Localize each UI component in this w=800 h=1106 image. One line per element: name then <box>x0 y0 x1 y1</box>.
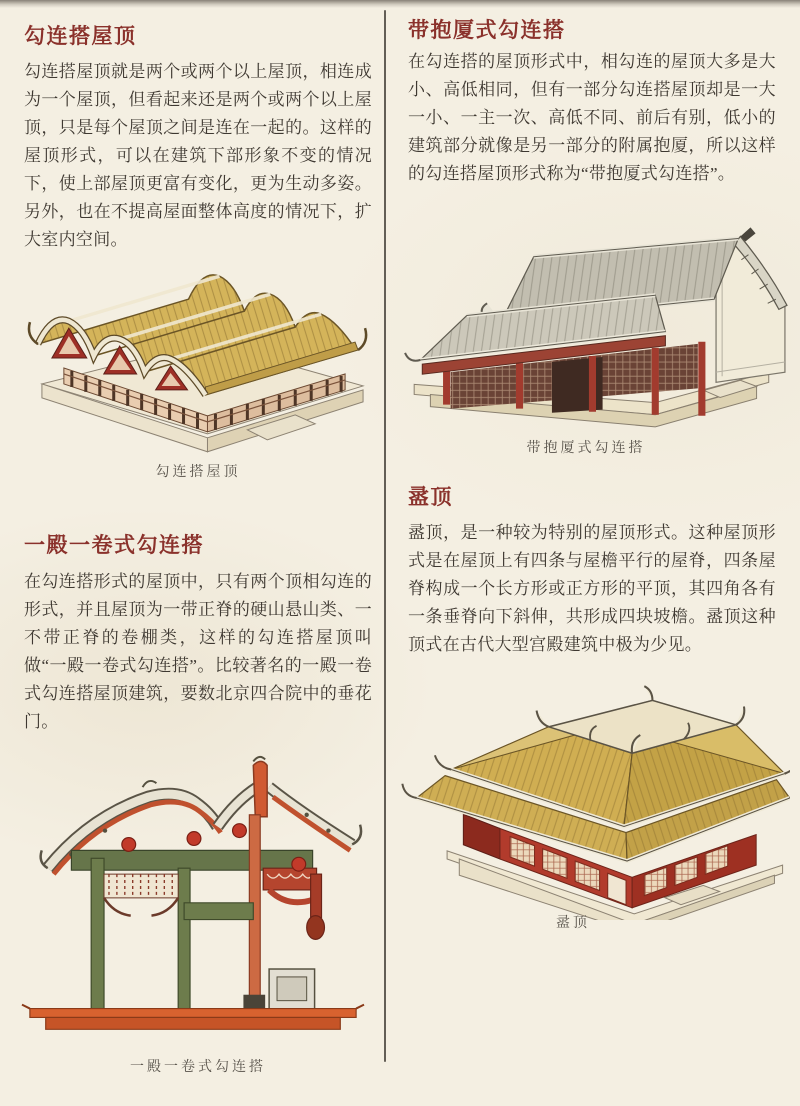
body-yidianyijuan: 在勾连搭形式的屋顶中，只有两个顶相勾连的形式，并且屋顶为一带正脊的硬山悬山类、一不带正脊的卷棚类，这样的勾连搭屋顶叫做“一殿一卷式勾连搭”。比较著名的一殿一卷式勾连搭屋顶建筑，要数北京四合院中的垂花门。 <box>24 572 372 731</box>
column-divider <box>384 10 386 1062</box>
heading-luding: 盝顶 <box>408 486 453 509</box>
body-gouliandawuding: 勾连搭屋顶就是两个或两个以上屋顶，相连成为一个屋顶，但看起来还是两个或两个以上屋顶，只是每个屋顶之间是连在一起的。这样的屋顶形式，可以在建筑下部形象不变的情况下，使上部屋顶更富有变化，更为生动多姿。另外，也在不提高屋面整体高度的情况下，扩大室内空间。 <box>24 62 372 249</box>
caption-daibaosha: 带抱厦式勾连搭 <box>526 441 646 456</box>
bracket-and-pendant <box>263 868 324 939</box>
illustration-daibaosha-hall <box>400 210 790 428</box>
caption-luding: 盝顶 <box>556 916 590 931</box>
ground-platform <box>22 1005 364 1030</box>
caption-yidianyijuan: 一殿一卷式勾连搭 <box>130 1060 266 1075</box>
illustration-gouliandawuding-roofs <box>12 266 386 462</box>
caption-gouliandawuding: 勾连搭屋顶 <box>155 465 241 480</box>
illustration-chuihuamen-gate <box>20 718 366 1050</box>
page-top-scan-shadow <box>0 0 800 8</box>
heading-gouliandawuding: 勾连搭屋顶 <box>24 25 137 48</box>
body-daibaosha: 在勾连搭的屋顶形式中，相勾连的屋顶大多是大小、高低相同，但有一部分勾连搭屋顶却是一大一小、一主一次、高低不同、前后有别，低小的建筑部分就像是另一部分的附属抱厦，所以这样的勾连搭屋顶形式称为“带抱厦式勾连搭”。 <box>408 52 776 183</box>
heading-yidianyijuan: 一殿一卷式勾连搭 <box>24 534 204 557</box>
body-luding: 盝顶，是一种较为特别的屋顶形式。这种屋顶形式是在屋顶上有四条与屋檐平行的屋脊，四条屋脊构成一个长方形或正方形的平顶，其四角各有一条垂脊向下斜伸，共形成四块坡檐。盝顶这种顶式在古代大型宫殿建筑中极为少见。 <box>408 523 776 654</box>
heading-daibaosha: 带抱厦式勾连搭 <box>408 19 566 42</box>
lattice-frieze <box>104 874 178 916</box>
illustration-luding-hall <box>398 676 790 920</box>
